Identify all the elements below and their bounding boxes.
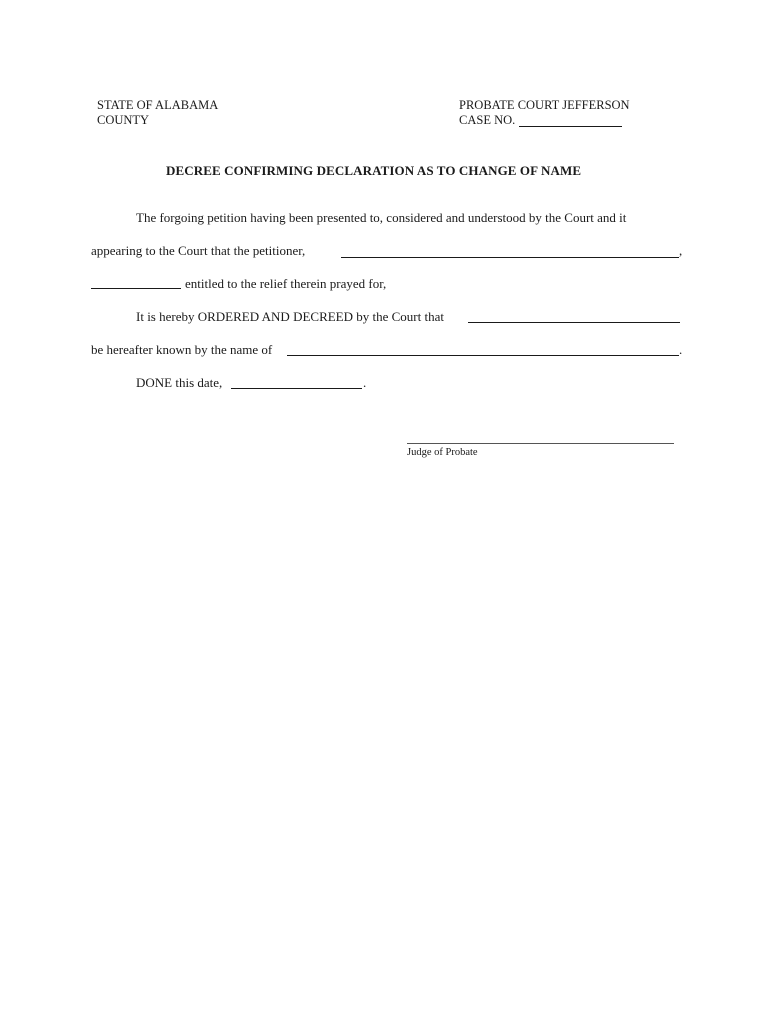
case-number-field[interactable] <box>519 126 622 127</box>
court-label: PROBATE COURT JEFFERSON <box>459 98 630 112</box>
petitioner-name-field[interactable] <box>341 257 679 258</box>
date-field[interactable] <box>231 388 362 389</box>
case-number-label: CASE NO. <box>459 113 516 127</box>
petition-text-line2: appearing to the Court that the petitioner, <box>91 243 306 258</box>
date-period-mark: . <box>363 375 367 390</box>
judge-signature-label: Judge of Probate <box>407 447 478 458</box>
petitioner-status-field[interactable] <box>91 288 181 289</box>
comma-mark: , <box>679 243 683 258</box>
done-date-text: DONE this date, <box>136 375 223 390</box>
relief-text: entitled to the relief therein prayed for, <box>185 276 387 291</box>
petition-text-line1: The forgoing petition having been presented to, considered and understood by the Court and it <box>136 210 627 225</box>
new-name-text: be hereafter known by the name of <box>91 342 273 357</box>
current-name-field[interactable] <box>468 322 680 323</box>
document-title: DECREE CONFIRMING DECLARATION AS TO CHANGE OF NAME <box>166 163 582 178</box>
state-label: STATE OF ALABAMA <box>97 98 219 112</box>
county-label: COUNTY <box>97 113 150 127</box>
period-mark: . <box>679 342 683 357</box>
order-text: It is hereby ORDERED AND DECREED by the Court that <box>136 309 444 324</box>
judge-signature-field[interactable] <box>407 443 674 444</box>
new-name-field[interactable] <box>287 355 679 356</box>
